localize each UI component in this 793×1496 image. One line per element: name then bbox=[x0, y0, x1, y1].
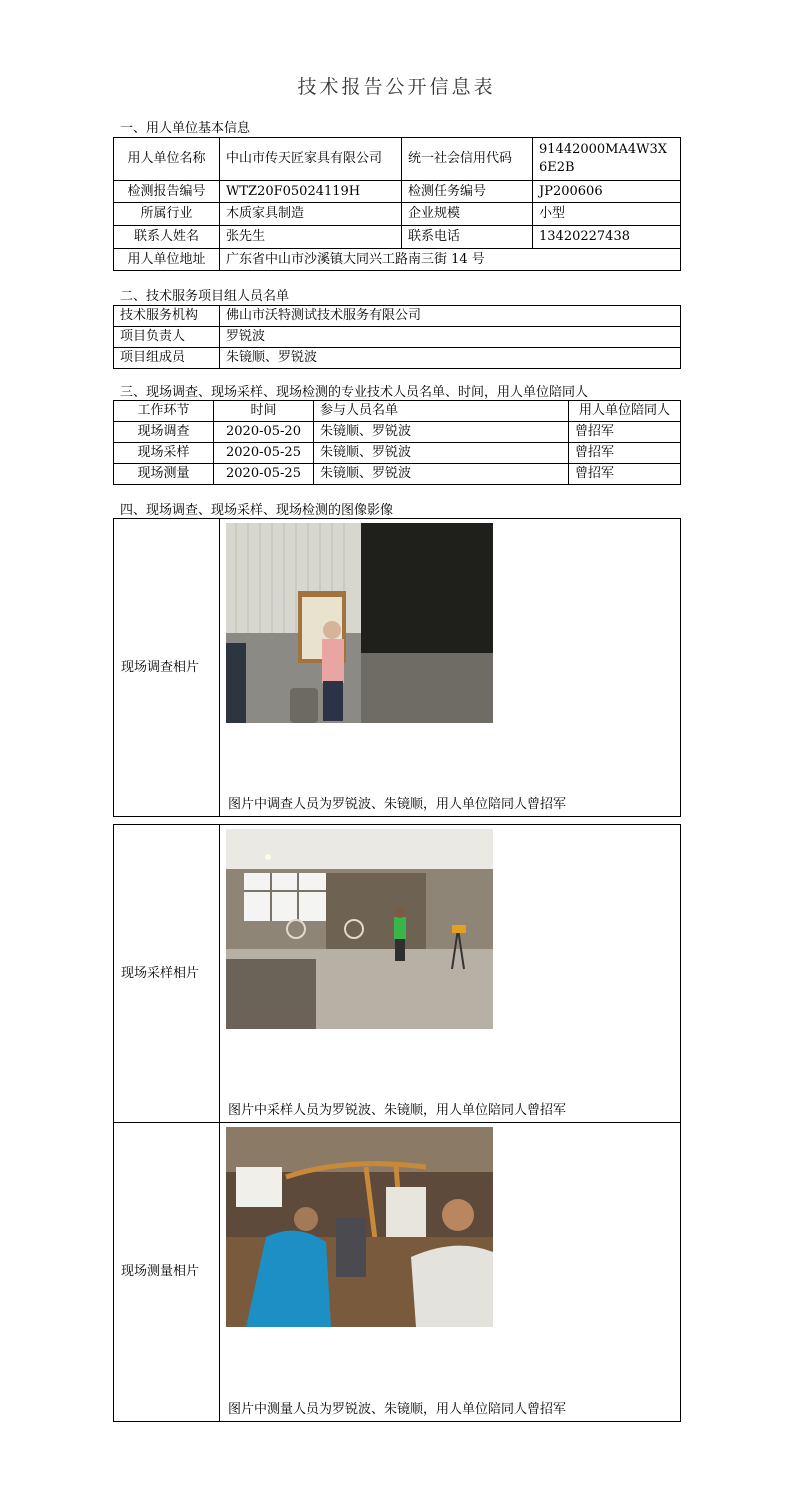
members-label: 项目组成员 bbox=[114, 348, 220, 369]
survey-photo-caption: 图片中调查人员为罗锐波、朱镜顺，用人单位陪同人曾招军 bbox=[228, 797, 567, 812]
table-row bbox=[114, 464, 681, 485]
stage-cell: 现场调查 bbox=[114, 422, 214, 443]
page-title: 技术报告公开信息表 bbox=[297, 76, 496, 98]
section1-heading: 一、用人单位基本信息 bbox=[120, 121, 251, 136]
stage-cell: 现场测量 bbox=[114, 464, 214, 485]
measurement-photo-label: 现场测量相片 bbox=[114, 1123, 220, 1422]
section3-heading: 三、现场调查、现场采样、现场检测的专业技术人员名单、时间，用人单位陪同人 bbox=[120, 385, 589, 400]
companion-cell: 曾招军 bbox=[569, 464, 681, 485]
leader-value: 罗锐波 bbox=[220, 327, 681, 348]
header-time: 时间 bbox=[214, 401, 314, 422]
header-stage: 工作环节 bbox=[114, 401, 214, 422]
industry-value: 木质家具制造 bbox=[220, 203, 402, 226]
stage-cell: 现场采样 bbox=[114, 443, 214, 464]
section4-heading: 四、现场调查、现场采样、现场检测的图像影像 bbox=[120, 503, 394, 518]
agency-label: 技术服务机构 bbox=[114, 306, 220, 327]
participants-cell: 朱镜顺、罗锐波 bbox=[314, 422, 569, 443]
task-no-label: 检测任务编号 bbox=[402, 181, 533, 203]
measurement-photo bbox=[226, 1127, 493, 1327]
measurement-photo-table bbox=[113, 1122, 681, 1422]
time-cell: 2020-05-25 bbox=[214, 443, 314, 464]
time-cell: 2020-05-25 bbox=[214, 464, 314, 485]
sampling-photo-label: 现场采样相片 bbox=[114, 825, 220, 1123]
sampling-photo-caption: 图片中采样人员为罗锐波、朱镜顺，用人单位陪同人曾招军 bbox=[228, 1103, 567, 1118]
participants-cell: 朱镜顺、罗锐波 bbox=[314, 443, 569, 464]
scale-label: 企业规模 bbox=[402, 203, 533, 226]
contact-name-label: 联系人姓名 bbox=[114, 226, 220, 249]
survey-photo bbox=[226, 523, 493, 723]
participants-cell: 朱镜顺、罗锐波 bbox=[314, 464, 569, 485]
section2-heading: 二、技术服务项目组人员名单 bbox=[120, 289, 290, 304]
address-label: 用人单位地址 bbox=[114, 249, 220, 271]
companion-cell: 曾招军 bbox=[569, 443, 681, 464]
team-table bbox=[113, 305, 681, 369]
report-no-label: 检测报告编号 bbox=[114, 181, 220, 203]
schedule-table bbox=[113, 400, 681, 485]
leader-label: 项目负责人 bbox=[114, 327, 220, 348]
report-no-value: WTZ20F05024119H bbox=[220, 181, 402, 203]
unit-name-value: 中山市传天匠家具有限公司 bbox=[220, 138, 402, 181]
members-value: 朱镜顺、罗锐波 bbox=[220, 348, 681, 369]
companion-cell: 曾招军 bbox=[569, 422, 681, 443]
time-cell: 2020-05-20 bbox=[214, 422, 314, 443]
table-row bbox=[114, 422, 681, 443]
credit-code-label: 统一社会信用代码 bbox=[402, 138, 533, 181]
measurement-photo-caption: 图片中测量人员为罗锐波、朱镜顺，用人单位陪同人曾招军 bbox=[228, 1402, 567, 1417]
unit-name-label: 用人单位名称 bbox=[114, 138, 220, 181]
sampling-photo bbox=[226, 829, 493, 1029]
header-participants: 参与人员名单 bbox=[314, 401, 569, 422]
industry-label: 所属行业 bbox=[114, 203, 220, 226]
contact-phone-value: 13420227438 bbox=[533, 226, 681, 249]
scale-value: 小型 bbox=[533, 203, 681, 226]
table-row bbox=[114, 443, 681, 464]
agency-value: 佛山市沃特测试技术服务有限公司 bbox=[220, 306, 681, 327]
survey-photo-label: 现场调查相片 bbox=[114, 519, 220, 817]
address-value: 广东省中山市沙溪镇大同兴工路南三街 14 号 bbox=[220, 249, 681, 271]
contact-phone-label: 联系电话 bbox=[402, 226, 533, 249]
header-companion: 用人单位陪同人 bbox=[569, 401, 681, 422]
unit-info-table bbox=[113, 137, 681, 271]
contact-name-value: 张先生 bbox=[220, 226, 402, 249]
survey-photo-table bbox=[113, 518, 681, 817]
task-no-value: JP200606 bbox=[533, 181, 681, 203]
sampling-photo-table bbox=[113, 824, 681, 1123]
credit-code-value: 91442000MA4W3X6E2B bbox=[533, 138, 681, 181]
